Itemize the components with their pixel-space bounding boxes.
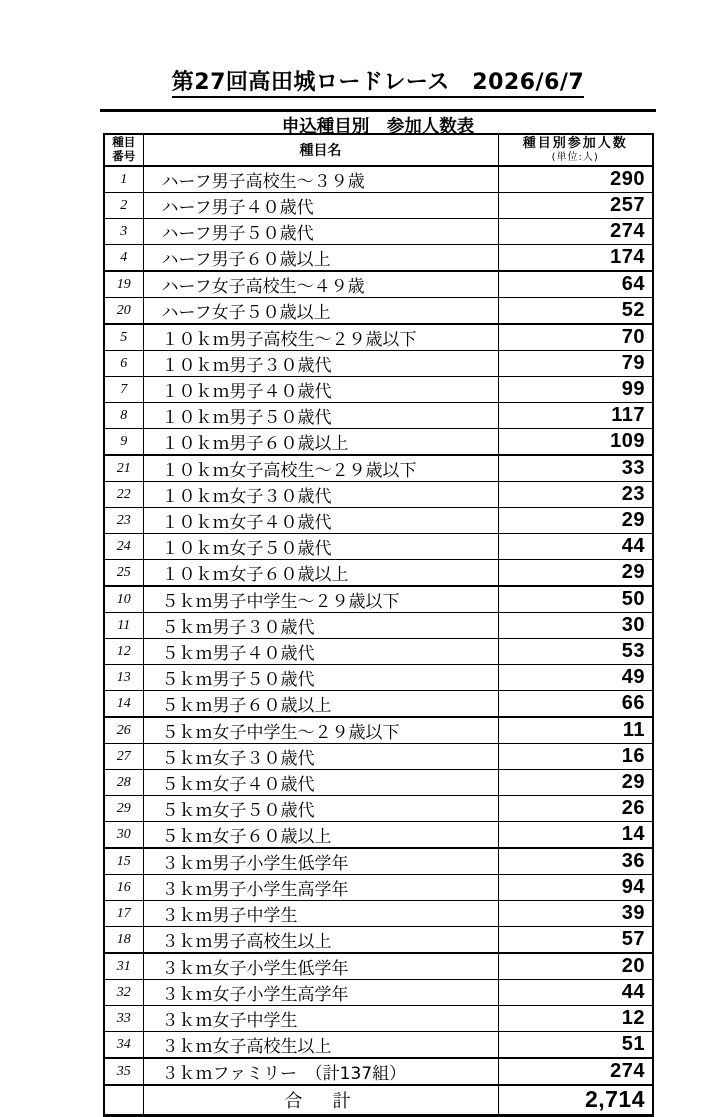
table-row bbox=[104, 613, 653, 639]
table-row bbox=[104, 901, 653, 927]
event-number-cell: 10 bbox=[104, 586, 143, 613]
participant-count-cell: 20 bbox=[498, 953, 653, 980]
participant-count-cell: 39 bbox=[498, 901, 653, 927]
event-number-cell: 13 bbox=[104, 665, 143, 691]
event-name-cell: ５ｋｍ女子中学生～２９歳以下 bbox=[143, 717, 498, 744]
header-event-name: 種目名 bbox=[143, 134, 498, 166]
participant-count-cell: 53 bbox=[498, 639, 653, 665]
participant-count-cell: 51 bbox=[498, 1032, 653, 1059]
participant-count-cell: 52 bbox=[498, 298, 653, 325]
participants-table bbox=[103, 133, 654, 1117]
event-number-cell: 3 bbox=[104, 219, 143, 245]
event-number-cell: 5 bbox=[104, 324, 143, 351]
event-number-cell: 6 bbox=[104, 351, 143, 377]
participant-count-cell: 49 bbox=[498, 665, 653, 691]
table-row bbox=[104, 377, 653, 403]
event-name-cell: １０ｋｍ男子５０歳代 bbox=[143, 403, 498, 429]
table-row bbox=[104, 534, 653, 560]
event-name-cell: １０ｋｍ女子４０歳代 bbox=[143, 508, 498, 534]
event-number-cell: 25 bbox=[104, 560, 143, 587]
table-row bbox=[104, 403, 653, 429]
participant-count-cell: 70 bbox=[498, 324, 653, 351]
event-name-cell: ハーフ男子５０歳代 bbox=[143, 219, 498, 245]
header-participant-count-text: 種目別参加人数 bbox=[522, 135, 628, 151]
event-name-cell: ３ｋｍ女子中学生 bbox=[143, 1006, 498, 1032]
participant-count-cell: 50 bbox=[498, 586, 653, 613]
event-number-cell: 26 bbox=[104, 717, 143, 744]
event-number-cell: 15 bbox=[104, 848, 143, 875]
participant-count-cell: 64 bbox=[498, 271, 653, 298]
table-row bbox=[104, 351, 653, 377]
table-row bbox=[104, 193, 653, 219]
event-name-cell: ５ｋｍ女子４０歳代 bbox=[143, 770, 498, 796]
participant-count-cell: 44 bbox=[498, 980, 653, 1006]
event-number-cell: 34 bbox=[104, 1032, 143, 1059]
event-number-cell: 28 bbox=[104, 770, 143, 796]
table-row bbox=[104, 219, 653, 245]
table-row bbox=[104, 691, 653, 718]
participant-count-cell: 79 bbox=[498, 351, 653, 377]
event-name-cell: ハーフ女子５０歳以上 bbox=[143, 298, 498, 325]
table-caption: 申込種目別 参加人数表 bbox=[281, 117, 475, 137]
table-row bbox=[104, 875, 653, 901]
event-name-cell: ３ｋｍ男子小学生高学年 bbox=[143, 875, 498, 901]
header-event-number bbox=[104, 134, 143, 166]
table-row bbox=[104, 586, 653, 613]
event-name-cell: ５ｋｍ男子中学生～２９歳以下 bbox=[143, 586, 498, 613]
table-row bbox=[104, 560, 653, 587]
event-name-cell: ５ｋｍ女子３０歳代 bbox=[143, 744, 498, 770]
participant-count-cell: 12 bbox=[498, 1006, 653, 1032]
event-number-cell: 7 bbox=[104, 377, 143, 403]
participant-count-cell: 274 bbox=[498, 219, 653, 245]
event-name-cell: １０ｋｍ女子高校生～２９歳以下 bbox=[143, 455, 498, 482]
event-number-cell: 14 bbox=[104, 691, 143, 718]
event-name-cell: ５ｋｍ男子４０歳代 bbox=[143, 639, 498, 665]
table-header-row bbox=[104, 134, 653, 166]
total-empty-cell bbox=[104, 1085, 143, 1115]
table-row bbox=[104, 245, 653, 272]
event-number-cell: 23 bbox=[104, 508, 143, 534]
table-row bbox=[104, 482, 653, 508]
event-name-cell: １０ｋｍ男子高校生～２９歳以下 bbox=[143, 324, 498, 351]
table-row bbox=[104, 429, 653, 456]
event-number-cell: 33 bbox=[104, 1006, 143, 1032]
event-name-cell: ５ｋｍ女子５０歳代 bbox=[143, 796, 498, 822]
participant-count-cell: 274 bbox=[498, 1058, 653, 1085]
event-name-cell: ３ｋｍ男子中学生 bbox=[143, 901, 498, 927]
table-row bbox=[104, 770, 653, 796]
table-row bbox=[104, 298, 653, 325]
total-value: 2,714 bbox=[498, 1085, 653, 1115]
event-name-cell: １０ｋｍ男子３０歳代 bbox=[143, 351, 498, 377]
event-number-cell: 16 bbox=[104, 875, 143, 901]
table-row bbox=[104, 639, 653, 665]
event-name-cell: ５ｋｍ男子６０歳以上 bbox=[143, 691, 498, 718]
event-name-cell: ３ｋｍ女子小学生高学年 bbox=[143, 980, 498, 1006]
table-row bbox=[104, 455, 653, 482]
participant-count-cell: 14 bbox=[498, 822, 653, 849]
participant-count-cell: 29 bbox=[498, 770, 653, 796]
event-number-cell: 12 bbox=[104, 639, 143, 665]
table-row bbox=[104, 927, 653, 954]
event-number-cell: 21 bbox=[104, 455, 143, 482]
page-title bbox=[100, 70, 656, 95]
event-number-cell: 27 bbox=[104, 744, 143, 770]
event-name-cell: １０ｋｍ男子４０歳代 bbox=[143, 377, 498, 403]
participant-count-cell: 36 bbox=[498, 848, 653, 875]
event-number-cell: 20 bbox=[104, 298, 143, 325]
participant-count-cell: 29 bbox=[498, 560, 653, 587]
participant-count-cell: 290 bbox=[498, 166, 653, 193]
total-label: 合 計 bbox=[143, 1085, 498, 1115]
table-row bbox=[104, 665, 653, 691]
event-name-cell: ハーフ男子４０歳代 bbox=[143, 193, 498, 219]
event-number-cell: 2 bbox=[104, 193, 143, 219]
participant-count-cell: 66 bbox=[498, 691, 653, 718]
participant-count-cell: 94 bbox=[498, 875, 653, 901]
event-number-cell: 18 bbox=[104, 927, 143, 954]
event-number-cell: 4 bbox=[104, 245, 143, 272]
participant-count-cell: 44 bbox=[498, 534, 653, 560]
event-name-cell: ５ｋｍ女子６０歳以上 bbox=[143, 822, 498, 849]
table-body bbox=[104, 166, 653, 1085]
event-number-cell: 29 bbox=[104, 796, 143, 822]
total-row bbox=[104, 1085, 653, 1115]
table-row bbox=[104, 324, 653, 351]
event-number-cell: 30 bbox=[104, 822, 143, 849]
participant-count-cell: 16 bbox=[498, 744, 653, 770]
event-name-cell: ５ｋｍ男子５０歳代 bbox=[143, 665, 498, 691]
table-row bbox=[104, 508, 653, 534]
event-name-cell: ハーフ男子高校生～３９歳 bbox=[143, 166, 498, 193]
event-name-cell: ３ｋｍ男子小学生低学年 bbox=[143, 848, 498, 875]
page-title-text: 第27回高田城ロードレース 2026/6/7 bbox=[172, 70, 584, 98]
participant-count-cell: 109 bbox=[498, 429, 653, 456]
participant-count-cell: 23 bbox=[498, 482, 653, 508]
event-number-cell: 8 bbox=[104, 403, 143, 429]
event-name-cell: １０ｋｍ女子６０歳以上 bbox=[143, 560, 498, 587]
table-row bbox=[104, 796, 653, 822]
participant-count-cell: 11 bbox=[498, 717, 653, 744]
event-number-cell: 9 bbox=[104, 429, 143, 456]
event-name-cell: １０ｋｍ女子３０歳代 bbox=[143, 482, 498, 508]
event-name-cell: ３ｋｍ女子小学生低学年 bbox=[143, 953, 498, 980]
event-number-cell: 1 bbox=[104, 166, 143, 193]
event-name-cell: ３ｋｍ女子高校生以上 bbox=[143, 1032, 498, 1059]
header-event-number-line2: 番号 bbox=[112, 149, 136, 163]
event-number-cell: 22 bbox=[104, 482, 143, 508]
table-row bbox=[104, 980, 653, 1006]
event-number-cell: 11 bbox=[104, 613, 143, 639]
participant-count-cell: 26 bbox=[498, 796, 653, 822]
event-number-cell: 19 bbox=[104, 271, 143, 298]
table-row bbox=[104, 1058, 653, 1085]
table-row bbox=[104, 953, 653, 980]
event-name-cell: ３ｋｍファミリー （計137組） bbox=[143, 1058, 498, 1085]
table-row bbox=[104, 717, 653, 744]
table-row bbox=[104, 1006, 653, 1032]
table-row bbox=[104, 1032, 653, 1059]
table-row bbox=[104, 848, 653, 875]
participant-count-cell: 30 bbox=[498, 613, 653, 639]
event-number-cell: 32 bbox=[104, 980, 143, 1006]
event-name-cell: ３ｋｍ男子高校生以上 bbox=[143, 927, 498, 954]
horizontal-rule bbox=[100, 109, 656, 112]
table-row bbox=[104, 166, 653, 193]
event-number-cell: 35 bbox=[104, 1058, 143, 1085]
table-row bbox=[104, 271, 653, 298]
event-name-cell: １０ｋｍ女子５０歳代 bbox=[143, 534, 498, 560]
participant-count-cell: 257 bbox=[498, 193, 653, 219]
participant-count-cell: 117 bbox=[498, 403, 653, 429]
event-number-cell: 31 bbox=[104, 953, 143, 980]
event-number-cell: 24 bbox=[104, 534, 143, 560]
header-participant-count bbox=[498, 134, 653, 166]
participant-count-cell: 33 bbox=[498, 455, 653, 482]
participant-count-cell: 99 bbox=[498, 377, 653, 403]
participant-count-cell: 174 bbox=[498, 245, 653, 272]
event-name-cell: ハーフ女子高校生～４９歳 bbox=[143, 271, 498, 298]
header-event-number-line1: 種目 bbox=[112, 135, 136, 150]
event-name-cell: ５ｋｍ男子３０歳代 bbox=[143, 613, 498, 639]
event-name-cell: ハーフ男子６０歳以上 bbox=[143, 245, 498, 272]
table-row bbox=[104, 744, 653, 770]
participant-count-cell: 29 bbox=[498, 508, 653, 534]
header-unit-label: (単位:人) bbox=[551, 151, 599, 163]
event-name-cell: １０ｋｍ男子６０歳以上 bbox=[143, 429, 498, 456]
event-number-cell: 17 bbox=[104, 901, 143, 927]
table-row bbox=[104, 822, 653, 849]
participant-count-cell: 57 bbox=[498, 927, 653, 954]
